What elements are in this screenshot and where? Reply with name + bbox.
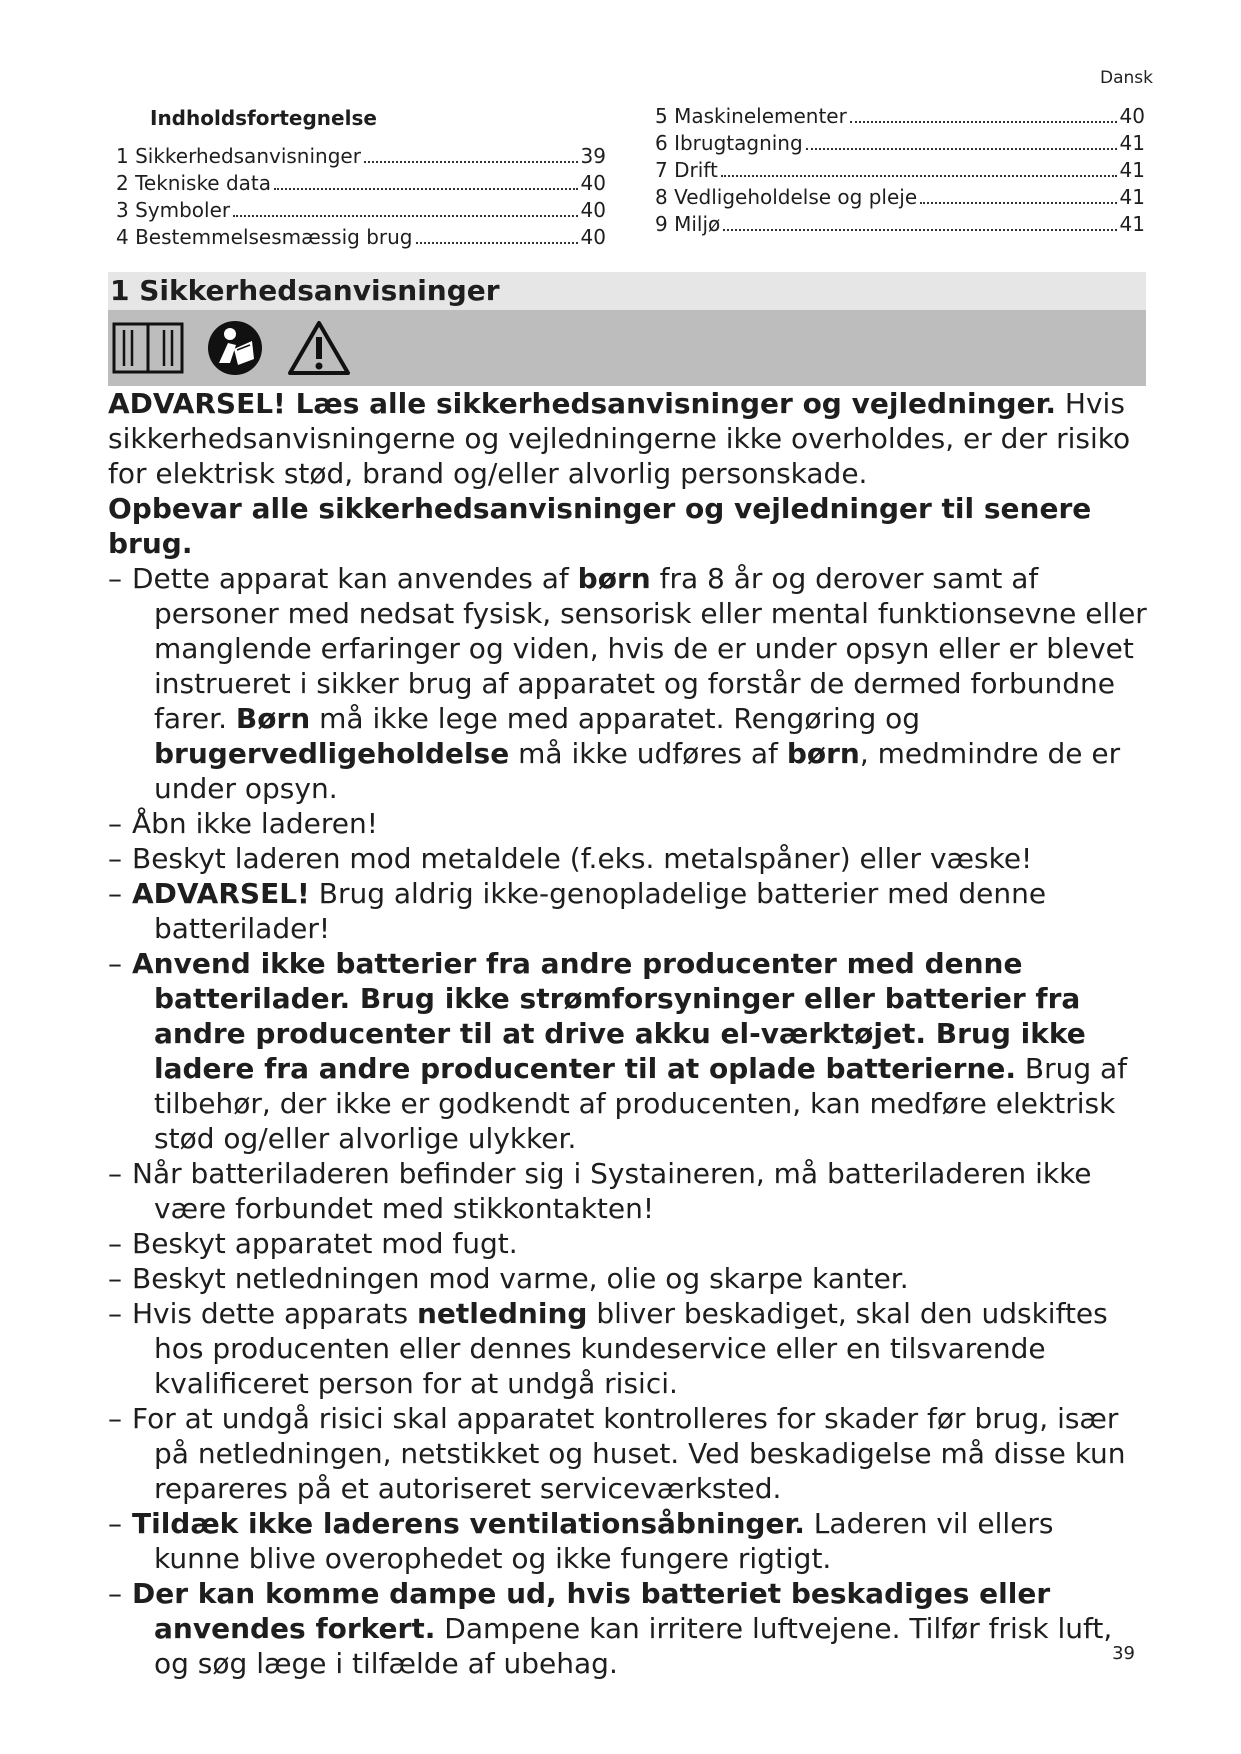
safety-instructions	[108, 386, 1148, 1681]
list-item: – Beskyt apparatet mod fugt.	[108, 1226, 1148, 1261]
list-item: – Tildæk ikke laderens ventilationsåbninger. Laderen vil ellers kunne blive overophedet og ikke fungere rigtigt.	[108, 1506, 1148, 1576]
toc-right-column	[655, 103, 1145, 238]
safety-list	[108, 561, 1148, 1681]
read-instructions-icon	[206, 319, 264, 377]
list-item: – ADVARSEL! Brug aldrig ikke-genopladelige batterier med denne batterilader!	[108, 876, 1148, 946]
toc-entry[interactable]: 4 Bestemmelsesmæssig brug 40	[116, 225, 606, 249]
list-item: – For at undgå risici skal apparatet kontrolleres for skader før brug, især på netledningen, netstikket og huset. Ved beskadigelse må disse kun repareres på et autoriseret serviceværksted.	[108, 1401, 1148, 1506]
page-number: 39	[1112, 1643, 1135, 1664]
toc-entry[interactable]: 7 Drift 41	[655, 158, 1145, 182]
manual-book-icon	[112, 320, 184, 376]
list-item: – Dette apparat kan anvendes af børn fra 8 år og derover samt af personer med nedsat fysisk, sensorisk eller mental funktionsevne eller manglende erfaringer og viden, hvis de er under opsyn eller er blevet instrueret i sikker brug af apparatet og forstår de dermed forbundne farer. Børn må ikke lege med apparatet. Rengøring og brugervedligeholdelse må ikke udføres af børn, medmindre de er under opsyn.	[108, 561, 1148, 806]
list-item: – Der kan komme dampe ud, hvis batteriet beskadiges eller anvendes forkert. Dampene kan irritere luftvejene. Tilfør frisk luft, og søg læge i tilfælde af ubehag.	[108, 1576, 1148, 1681]
toc-entry[interactable]: 2 Tekniske data 40	[116, 171, 606, 195]
toc-entry[interactable]: 3 Symboler 40	[116, 198, 606, 222]
keep-instructions-note: Opbevar alle sikkerhedsanvisninger og vejledninger til senere brug.	[108, 492, 1092, 560]
toc-entry[interactable]: 1 Sikkerhedsanvisninger 39	[116, 144, 606, 168]
toc-left-column	[116, 143, 606, 251]
list-item: – Åbn ikke laderen!	[108, 806, 1148, 841]
toc-entry[interactable]: 8 Vedligeholdelse og pleje 41	[655, 185, 1145, 209]
toc-entry[interactable]: 9 Miljø 41	[655, 212, 1145, 236]
general-warning: ADVARSEL! Læs alle sikkerhedsanvisninger og vejledninger. Hvis sikkerhedsanvisningerne og vejledningerne ikke overholdes, er der risiko for elektrisk stød, brand og/eller alvorlig personskade.	[108, 387, 1131, 490]
toc-entry[interactable]: 6 Ibrugtagning 41	[655, 131, 1145, 155]
list-item: – Beskyt laderen mod metaldele (f.eks. metalspåner) eller væske!	[108, 841, 1148, 876]
toc-entry[interactable]: 5 Maskinelementer 40	[655, 104, 1145, 128]
list-item: – Anvend ikke batterier fra andre producenter med denne batterilader. Brug ikke strømforsyninger eller batterier fra andre producenter til at drive akku el-værktøjet. Brug ikke ladere fra andre producenter til at oplade batterierne. Brug af tilbehør, der ikke er godkendt af producenten, kan medføre elektrisk stød og/eller alvorlige ulykker.	[108, 946, 1148, 1156]
section-heading: 1 Sikkerhedsanvisninger	[110, 274, 500, 307]
list-item: – Hvis dette apparats netledning bliver beskadiget, skal den udskiftes hos producenten eller dennes kundeservice eller en tilsvarende kvalificeret person for at undgå risici.	[108, 1296, 1148, 1401]
language-label: Dansk	[1100, 68, 1153, 88]
safety-icon-band	[108, 310, 1146, 386]
section-header	[108, 272, 1146, 310]
warning-triangle-icon	[286, 319, 352, 377]
list-item: – Når batteriladeren befinder sig i Systaineren, må batteriladeren ikke være forbundet med stikkontakten!	[108, 1156, 1148, 1226]
toc-title: Indholdsfortegnelse	[150, 106, 377, 130]
list-item: – Beskyt netledningen mod varme, olie og skarpe kanter.	[108, 1261, 1148, 1296]
